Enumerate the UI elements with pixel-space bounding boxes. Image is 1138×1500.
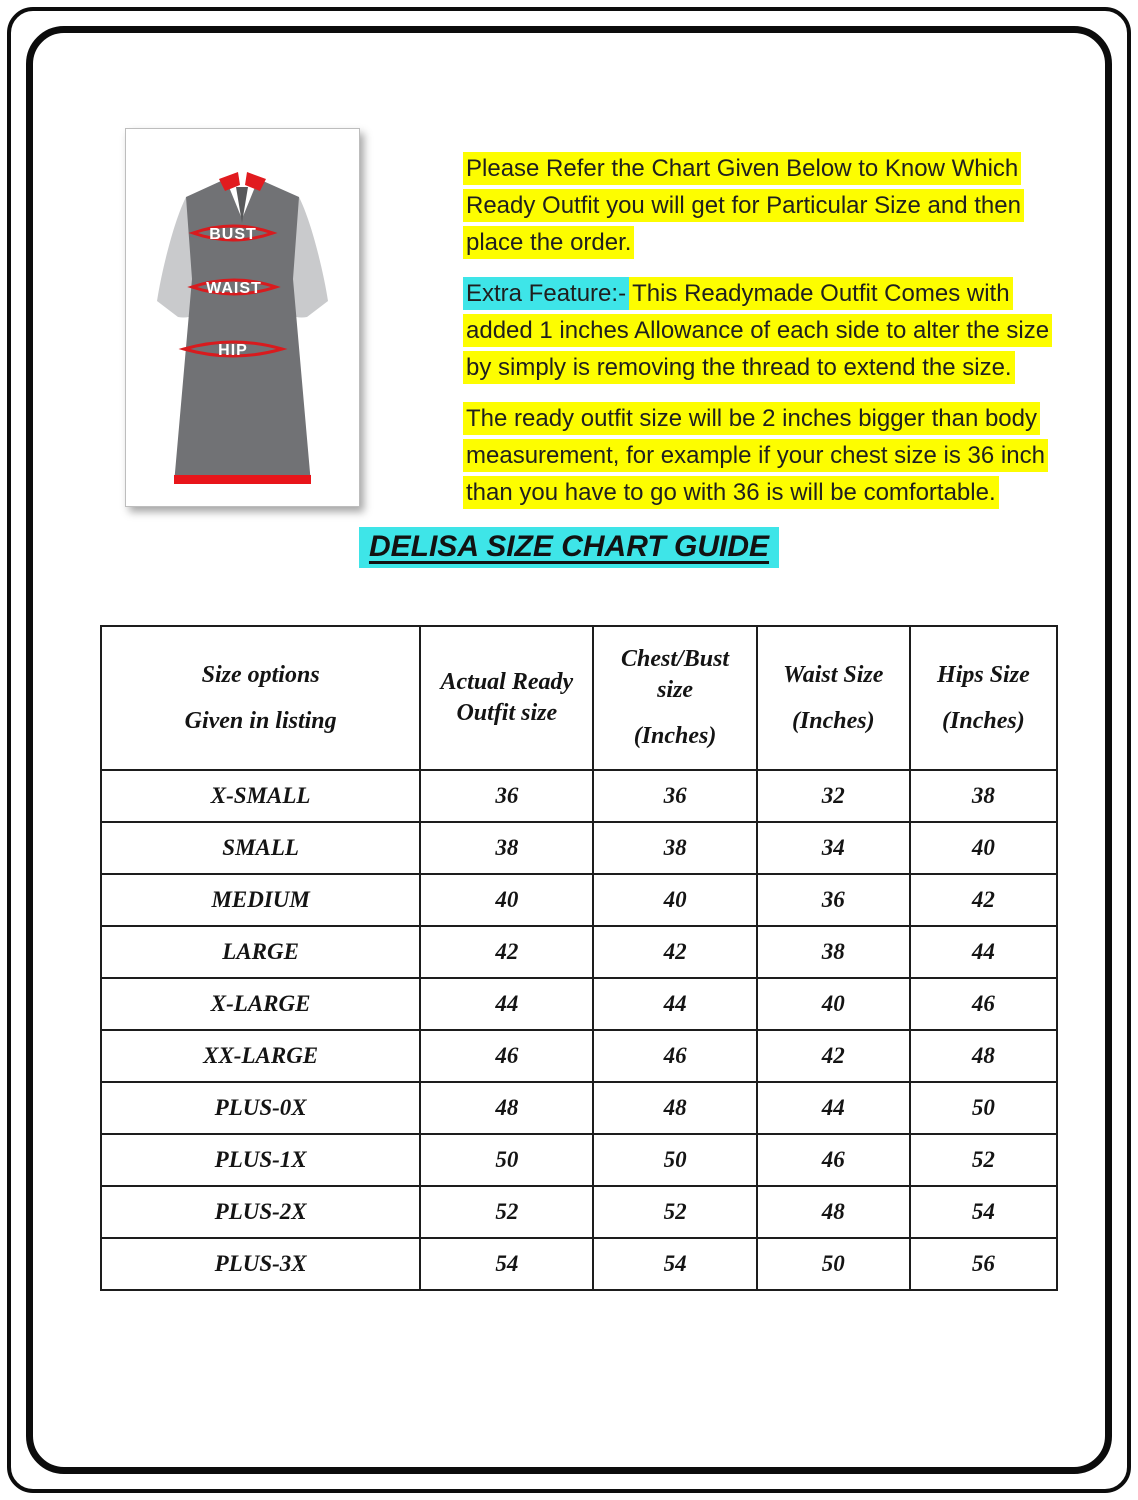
table-header-cell	[593, 626, 756, 770]
intro-paragraph	[463, 275, 1050, 386]
cyan-highlighted-text: Extra Feature:-	[463, 277, 629, 310]
table-cell: 38	[420, 822, 593, 874]
table-cell: X-LARGE	[101, 978, 420, 1030]
table-cell: 46	[420, 1030, 593, 1082]
table-cell: 36	[420, 770, 593, 822]
intro-paragraph	[463, 150, 1035, 261]
table-cell: 42	[593, 926, 756, 978]
table-cell: 48	[420, 1082, 593, 1134]
yellow-highlighted-text: Please Refer the Chart Given Below to Know Which	[463, 152, 1021, 185]
table-cell: X-SMALL	[101, 770, 420, 822]
header-line: (Inches)	[633, 723, 717, 749]
table-cell: 36	[757, 874, 910, 926]
header-line: Given in listing	[184, 707, 337, 734]
table-cell: XX-LARGE	[101, 1030, 420, 1082]
table-cell: 50	[910, 1082, 1057, 1134]
table-cell: 50	[420, 1134, 593, 1186]
table-cell: 40	[593, 874, 756, 926]
header-line-spacer	[759, 691, 908, 706]
yellow-highlighted-text: place the order.	[463, 226, 634, 259]
header-line: Waist Size	[783, 661, 884, 688]
table-row	[101, 1238, 1057, 1290]
header-line: Size options	[201, 661, 320, 688]
table-cell: 52	[593, 1186, 756, 1238]
header-line: Actual Ready	[440, 669, 574, 695]
table-cell: 36	[593, 770, 756, 822]
table-row	[101, 1134, 1057, 1186]
table-cell: 42	[757, 1030, 910, 1082]
table-cell: 52	[420, 1186, 593, 1238]
table-cell: SMALL	[101, 822, 420, 874]
dress-measurement-diagram	[125, 128, 360, 507]
table-cell: 44	[910, 926, 1057, 978]
table-cell: 32	[757, 770, 910, 822]
table-cell: 42	[420, 926, 593, 978]
header-line: (Inches)	[791, 707, 875, 734]
intro-line	[463, 224, 1035, 261]
table-cell: LARGE	[101, 926, 420, 978]
table-cell: 50	[593, 1134, 756, 1186]
yellow-highlighted-text: Ready Outfit you will get for Particular Size and then	[463, 189, 1024, 222]
table-cell: 44	[420, 978, 593, 1030]
table-cell: 46	[757, 1134, 910, 1186]
table-cell: 34	[757, 822, 910, 874]
table-cell: PLUS-3X	[101, 1238, 420, 1290]
intro-line	[463, 150, 1035, 187]
size-chart-table	[100, 625, 1058, 1291]
table-cell: PLUS-0X	[101, 1082, 420, 1134]
table-row	[101, 874, 1057, 926]
hem-stripe	[174, 475, 311, 484]
table-cell: 44	[757, 1082, 910, 1134]
intro-line	[463, 312, 1050, 349]
table-cell: 56	[910, 1238, 1057, 1290]
table-cell: 38	[910, 770, 1057, 822]
table-cell: 40	[910, 822, 1057, 874]
table-row	[101, 926, 1057, 978]
table-cell: 46	[593, 1030, 756, 1082]
table-cell: 40	[420, 874, 593, 926]
table-cell: PLUS-1X	[101, 1134, 420, 1186]
header-line: (Inches)	[942, 707, 1025, 734]
table-cell: 42	[910, 874, 1057, 926]
table-row	[101, 770, 1057, 822]
title-row	[0, 527, 1138, 568]
table-cell: 48	[757, 1186, 910, 1238]
intro-text-block	[463, 150, 1050, 525]
yellow-highlighted-text: measurement, for example if your chest size is 36 inch	[463, 439, 1048, 472]
header-line-spacer	[595, 706, 754, 721]
table-cell: 40	[757, 978, 910, 1030]
intro-line	[463, 275, 1035, 312]
intro-line	[463, 437, 1045, 474]
table-header-cell	[910, 626, 1057, 770]
table-cell: 54	[910, 1186, 1057, 1238]
yellow-highlighted-text: This Readymade Outfit Comes with	[629, 277, 1012, 310]
table-cell: MEDIUM	[101, 874, 420, 926]
table-row	[101, 1082, 1057, 1134]
yellow-highlighted-text: added 1 inches Allowance of each side to alter the size	[463, 314, 1052, 347]
table-header-cell	[757, 626, 910, 770]
table-cell: 46	[910, 978, 1057, 1030]
intro-line	[463, 400, 1035, 437]
table-cell: 48	[910, 1030, 1057, 1082]
size-chart-table-container	[100, 625, 1058, 1291]
table-header-cell	[420, 626, 593, 770]
header-line: size	[657, 677, 694, 703]
header-line: Chest/Bust	[621, 646, 730, 672]
table-cell: 38	[757, 926, 910, 978]
table-cell: 50	[757, 1238, 910, 1290]
table-cell: 44	[593, 978, 756, 1030]
table-header-cell	[101, 626, 420, 770]
waist-label: WAIST	[206, 280, 262, 297]
table-row	[101, 1030, 1057, 1082]
table-header-row	[101, 626, 1057, 770]
intro-line	[463, 349, 1035, 386]
table-cell: 38	[593, 822, 756, 874]
yellow-highlighted-text: than you have to go with 36 is will be comfortable.	[463, 476, 999, 509]
hip-label: HIP	[218, 342, 248, 359]
table-row	[101, 978, 1057, 1030]
table-cell: 48	[593, 1082, 756, 1134]
intro-paragraph	[463, 400, 1045, 511]
table-row	[101, 1186, 1057, 1238]
table-cell: PLUS-2X	[101, 1186, 420, 1238]
bust-label: BUST	[209, 226, 257, 243]
table-cell: 54	[420, 1238, 593, 1290]
kurti-illustration	[126, 129, 359, 506]
table-cell: 54	[593, 1238, 756, 1290]
header-line-spacer	[912, 691, 1055, 706]
intro-line	[463, 187, 1035, 224]
page-title: DELISA SIZE CHART GUIDE	[359, 527, 779, 568]
yellow-highlighted-text: The ready outfit size will be 2 inches bigger than body	[463, 402, 1040, 435]
table-cell: 52	[910, 1134, 1057, 1186]
header-line: Outfit size	[456, 700, 558, 726]
yellow-highlighted-text: by simply is removing the thread to extend the size.	[463, 351, 1015, 384]
header-line-spacer	[103, 691, 418, 706]
intro-line	[463, 474, 1035, 511]
header-line: Hips Size	[937, 661, 1030, 688]
table-row	[101, 822, 1057, 874]
